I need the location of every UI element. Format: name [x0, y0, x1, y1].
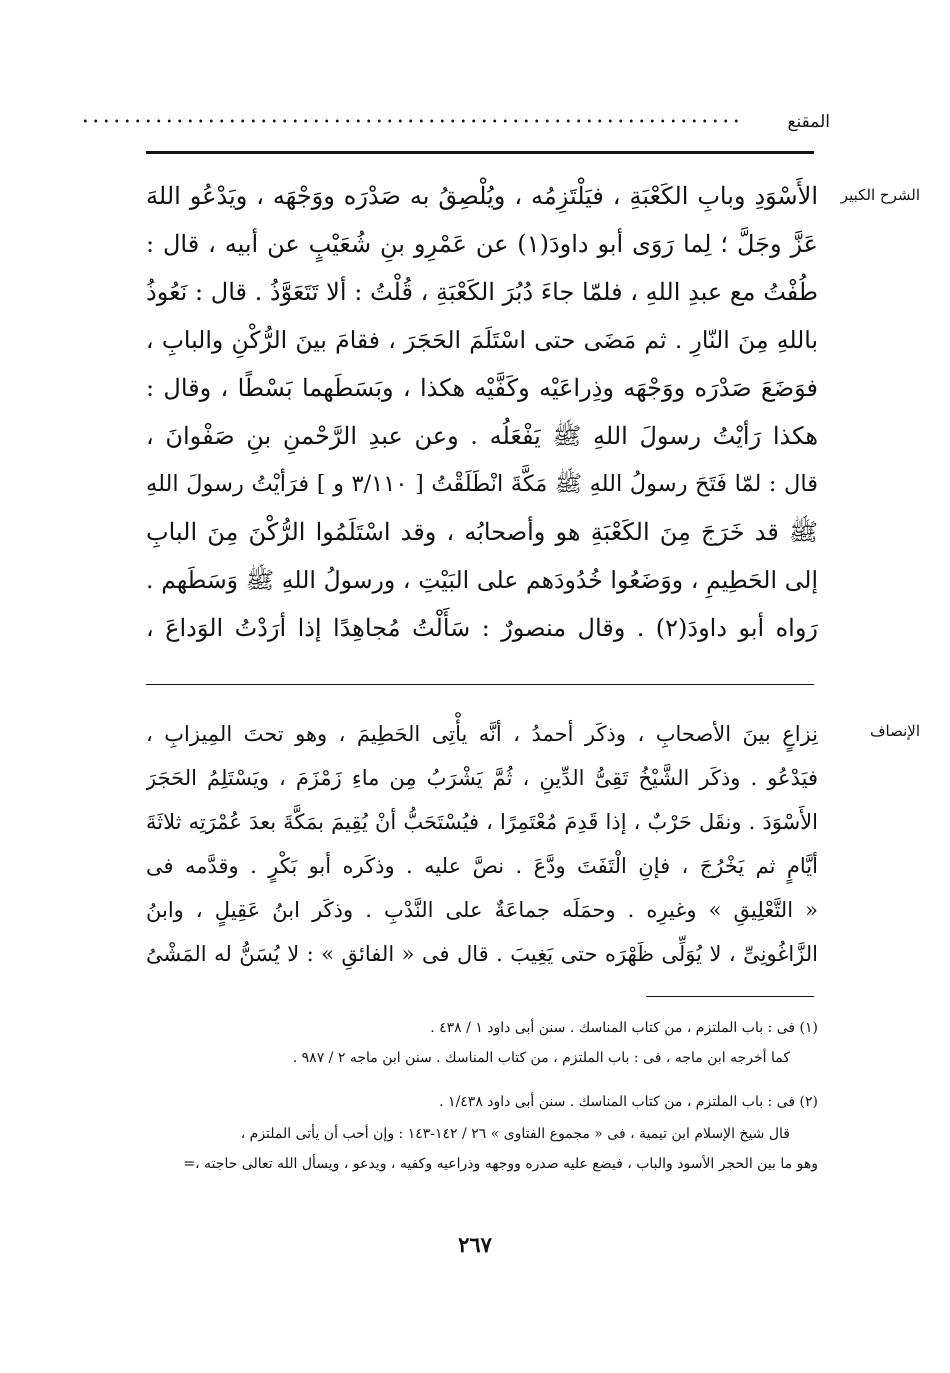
text-line: طُفْتُ مع عبدِ اللهِ ، فلمّا جاءَ دُبُرَ الكَعْبَةِ ، قُلْتُ : ألا تَتَعَوَّذُ . قال : نَعُوذُ: [146, 278, 818, 306]
text-line: الزَّاغُونِىِّ ، لا يُوَلِّى ظَهْرَه حتى يَغِيبَ . قال فى « الفائقِ » : لا يُسَنُّ له المَشْىُ: [146, 942, 818, 966]
section-label-insaf: الإنصاف: [869, 722, 920, 740]
header-rule: [146, 151, 814, 154]
text-line: فوَضَعَ صَدْرَه ووَجْهَه وذِراعَيْه وكَفَّيْه هكذا ، وبَسَطَهما بَسْطًا ، وقال :: [146, 374, 818, 402]
text-line: هكذا رَأيْتُ رسولَ اللهِ ﷺ يَفْعَلُه . وعن عبدِ الرَّحْمنِ بنِ صَفْوانَ ،: [146, 422, 818, 450]
insaf-text: [146, 712, 818, 976]
text-line: رَواه أبو داودَ(٢) . وقال منصورٌ : سَأَلْتُ مُجاهِدًا إذا أرَدْتُ الوَداعَ ،: [146, 614, 818, 642]
text-line: فيَدْعُو . وذكَر الشَّيْخُ تَقِىُّ الدِّينِ ، ثُمَّ يَشْرَبُ مِن ماءِ زَمْزَمَ ، ويَسْتَلِمُ الحَجَرَ: [146, 766, 818, 790]
text-line: ﷺ قد خَرَجَ مِنَ الكَعْبَةِ هو وأصحابُه ، وقد اسْتَلَمُوا الرُّكْنَ مِنَ البابِ: [146, 518, 818, 546]
text-line: الأَسْوَدَ . ونقَل حَرْبٌ ، إذا قَدِمَ مُعْتَمِرًا ، فيُسْتَحَبُّ أنْ يُقِيمَ بمَكَّةَ بعدَ عُمْرَتِه ثلاثَةَ: [146, 810, 818, 834]
footnote-line: كما أخرجه ابن ماجه ، فى : باب الملتزم ، من كتاب المناسك . سنن ابن ماجه ٢ / ٩٨٧ .: [292, 1050, 790, 1066]
running-header: [140, 112, 830, 136]
text-line: عَزَّ وجَلَّ ؛ لِما رَوَى أبو داودَ(١) عن عَمْرِو بنِ شُعَيْبٍ عن أبيه ، قال :: [146, 230, 818, 258]
footnote-line: قال شيخ الإسلام ابن تيمية ، فى « مجموع الفتاوى » ٢٦ / ١٤٢-١٤٣ : وإن أحب أن يأتى الملتزم ،: [240, 1126, 790, 1142]
sharh-text: [146, 172, 818, 652]
text-line: باللهِ مِنَ النّارِ . ثم مَضَى حتى اسْتَلَمَ الحَجَرَ ، فقامَ بينَ الرُّكْنِ والبابِ ،: [146, 326, 818, 354]
footnote-line: (١) فى : باب الملتزم ، من كتاب المناسك . سنن أبى داود ١ / ٤٣٨ .: [430, 1020, 818, 1036]
text-line: إلى الحَطِيمِ ، ووَضَعُوا خُدُودَهم على البَيْتِ ، ورسولُ اللهِ ﷺ وَسَطَهم .: [146, 566, 818, 594]
footnote-line: (٢) فى : باب الملتزم ، من كتاب المناسك . سنن أبى داود ١/٤٣٨ .: [439, 1094, 818, 1110]
text-line: أيَّامٍ ثم يَخْرُجَ ، فإنِ الْتَفَتَ ودَّعَ . نصَّ عليه . وذكَره أبو بَكْرٍ . وقدَّمه فى: [146, 854, 818, 878]
section-divider: [146, 684, 814, 685]
page-number: ٢٦٧: [458, 1232, 492, 1257]
section-label-sharh: الشرح الكبير: [840, 186, 920, 204]
text-line: قال : لمّا فَتَحَ رسولُ اللهِ ﷺ مَكَّةَ انْطَلَقْتُ [ ٣/١١٠ و ] فرَأيْتُ رسولَ اللهِ: [146, 471, 818, 497]
header-title: المقنع: [787, 112, 830, 132]
text-line: نِزاعٍ بينَ الأصحابِ ، وذكَر أحمدُ ، أنَّه يأْتِى الحَطِيمَ ، وهو تحتَ المِيزابِ ،: [146, 722, 818, 746]
header-dot-leader: [80, 118, 745, 124]
text-line: « التَّعْلِيقِ » وغيرِه . وحمَلَه جماعَةٌ على النَّدْبِ . وذكَر ابنُ عَقِيلٍ ، وابنُ: [146, 898, 818, 922]
footnote-line: وهو ما بين الحجر الأسود والباب ، فيضع عليه صدره ووجهه وذراعيه وكفيه ، ويدعو ، ويسأل الله تعالى حاجته ،=: [183, 1156, 818, 1172]
footnote-divider: [646, 996, 814, 997]
text-line: الأَسْوَدِ وبابِ الكَعْبَةِ ، فيَلْتَزِمُه ، ويُلْصِقُ به صَدْرَه ووَجْهَه ، ويَدْعُو اللهَ: [146, 182, 818, 210]
